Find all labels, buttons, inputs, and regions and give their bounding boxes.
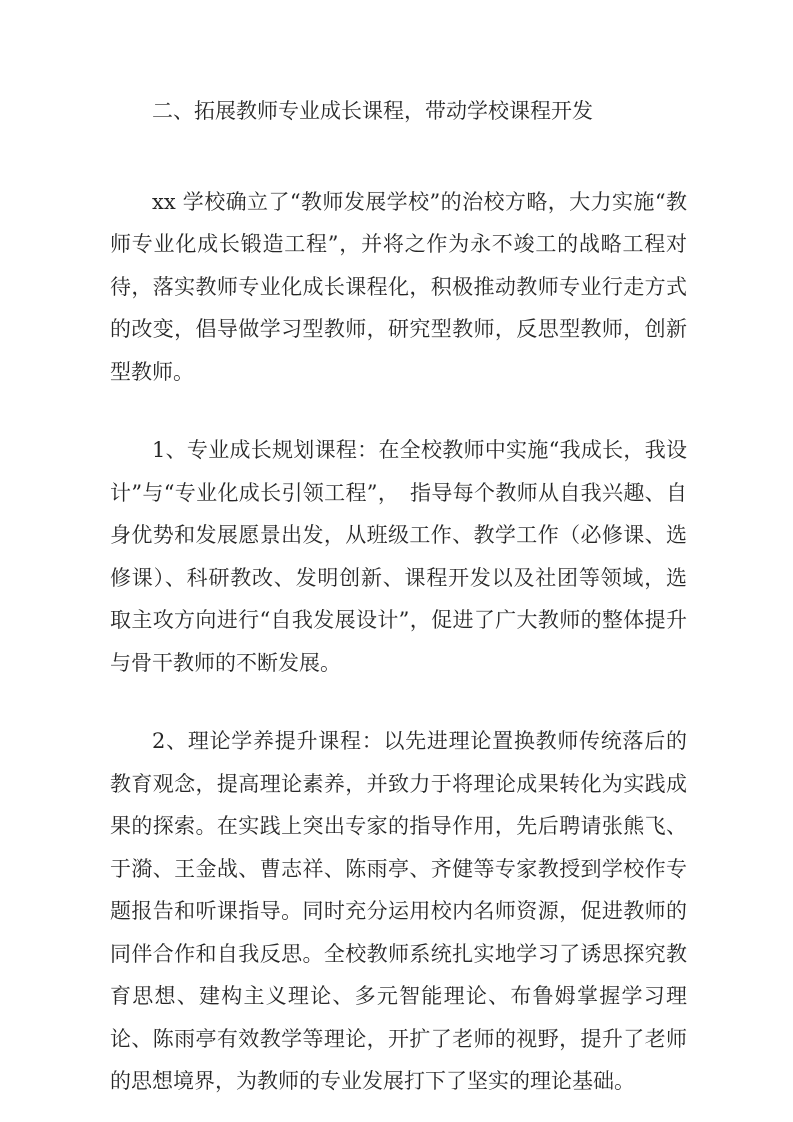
paragraph-item-1: 1、专业成长规划课程：在全校教师中实施“我成长，我设计”与“专业化成长引领工程”， 指导每个教师从自我兴趣、自身优势和发展愿景出发，从班级工作、教学工作（必修课、选修课）、科研教改、发明创新、课程开发以及社团等领域，选取主攻方向进行“自我发展设计”，促进了广大教师的整体提升与骨干教师的不断发展。 — [110, 438, 687, 675]
paragraph-intro: xx 学校确立了“教师发展学校”的治校方略，大力实施“教师专业化成长锻造工程”，并将之作为永不竣工的战略工程对待，落实教师专业化成长课程化，积极推动教师专业行走方式的改变，倡导做学习型教师，研究型教师，反思型教师，创新型教师。 — [110, 189, 687, 384]
section-heading: 二、拓展教师专业成长课程，带动学校课程开发 — [152, 99, 593, 123]
document-body — [110, 90, 687, 1103]
paragraph-item-2: 2、理论学养提升课程：以先进理论置换教师传统落后的教育观念，提高理论素养，并致力于将理论成果转化为实践成果的探索。在实践上突出专家的指导作用，先后聘请张熊飞、于漪、王金战、曹志祥、陈雨亭、齐健等专家教授到学校作专题报告和听课指导。同时充分运用校内名师资源，促进教师的同伴合作和自我反思。全校教师系统扎实地学习了诱思探究教育思想、建构主义理论、多元智能理论、布鲁姆掌握学习理论、陈雨亭有效教学等理论，开扩了老师的视野，提升了老师的思想境界，为教师的专业发展打下了坚实的理论基础。 — [110, 729, 687, 1093]
